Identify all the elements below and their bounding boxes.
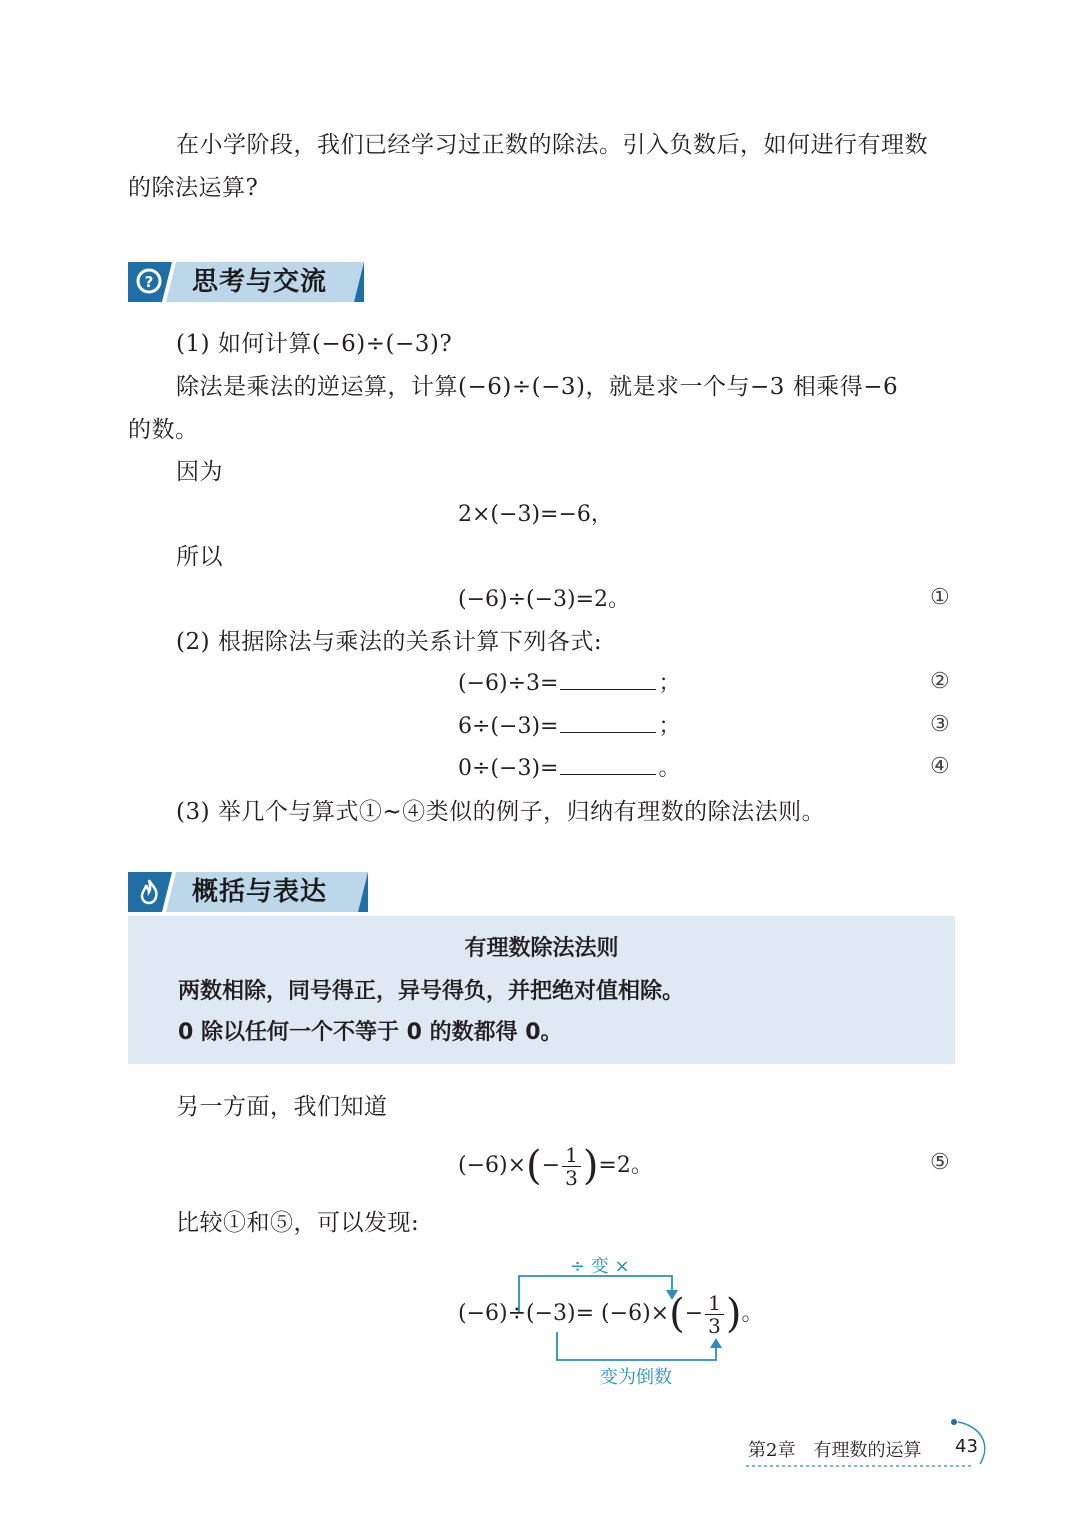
fraction-numerator: 1 [705, 1292, 724, 1315]
other-hand-text: 另一方面，我们知道 [176, 1094, 388, 1120]
close-paren: ) [582, 1143, 599, 1189]
answer-blank-4[interactable] [560, 754, 656, 775]
question-2: (2) 根据除法与乘法的关系计算下列各式: [176, 629, 603, 655]
conversion-sign: − [684, 1301, 704, 1326]
intro-line-1: 在小学阶段，我们已经学习过正数的除法。引入负数后，如何进行有理数 [176, 132, 928, 158]
rule-box [128, 916, 955, 1064]
explain-line-2: 的数。 [128, 417, 199, 443]
fraction-one-third [705, 1292, 724, 1337]
fraction-denominator: 3 [708, 1313, 721, 1338]
page-number: 43 [955, 1436, 978, 1457]
section-title-summary: 概括与表达 [192, 877, 328, 907]
answer-blank-3[interactable] [560, 712, 656, 733]
intro-line-2: 的除法运算? [128, 175, 259, 201]
footer-chapter: 第2章 有理数的运算 [748, 1440, 922, 1461]
compare-text: 比较①和⑤，可以发现: [176, 1210, 420, 1236]
divide-to-multiply-label: ÷ 变 × [570, 1256, 630, 1277]
section-title-think: 思考与交流 [192, 267, 328, 297]
close-paren: ) [725, 1291, 742, 1337]
reciprocal-label: 变为倒数 [600, 1367, 672, 1388]
rule-line-1: 两数相除，同号得正，异号得负，并把绝对值相除。 [178, 979, 685, 1004]
so-label: 所以 [176, 544, 223, 570]
equation-1: (−6)÷(−3)=2。 [458, 587, 631, 612]
equation-2-end: ； [658, 671, 681, 696]
equation-3-end: ； [658, 714, 681, 739]
conversion-equation [458, 1284, 764, 1344]
equation-4: 0÷(−3)= [458, 756, 559, 781]
rule-line-2: 0 除以任何一个不等于 0 的数都得 0。 [178, 1020, 563, 1045]
equation-2-number: ② [930, 669, 950, 694]
equation-2-row [458, 669, 680, 699]
equation-because: 2×(−3)=−6， [458, 502, 613, 527]
equation-5-right: =2。 [598, 1153, 653, 1178]
open-paren: ( [526, 1143, 542, 1189]
section-banner-think [128, 262, 368, 302]
equation-3-row [458, 712, 680, 742]
section-banner-summary [128, 872, 372, 912]
equation-4-number: ④ [930, 754, 950, 779]
svg-text:?: ? [144, 273, 154, 291]
question-3: (3) 举几个与算式①~④类似的例子，归纳有理数的除法法则。 [176, 799, 826, 825]
fraction-one-third [562, 1144, 581, 1189]
because-label: 因为 [176, 459, 223, 485]
fraction-numerator: 1 [562, 1144, 581, 1167]
conversion-left: (−6)÷(−3)= (−6)× [458, 1301, 670, 1326]
rule-title: 有理数除法法则 [464, 936, 619, 961]
explain-line-1: 除法是乘法的逆运算，计算(−6)÷(−3)，就是求一个与−3 相乘得−6 [176, 374, 899, 400]
open-paren: ( [669, 1291, 685, 1337]
equation-3: 6÷(−3)= [458, 714, 559, 739]
flame-icon [134, 876, 164, 906]
equation-5-sign: − [541, 1153, 561, 1178]
equation-3-number: ③ [930, 712, 950, 737]
equation-2: (−6)÷3= [458, 671, 559, 696]
conversion-end: 。 [741, 1301, 764, 1326]
answer-blank-2[interactable] [560, 669, 656, 690]
equation-1-number: ① [930, 585, 950, 610]
equation-4-end: 。 [658, 756, 681, 781]
fraction-denominator: 3 [565, 1165, 578, 1190]
question-1: (1) 如何计算(−6)÷(−3)? [176, 331, 453, 357]
equation-4-row [458, 754, 680, 784]
equation-5 [458, 1136, 653, 1196]
footer-decoration [740, 1414, 995, 1474]
equation-5-number: ⑤ [930, 1150, 950, 1175]
equation-5-left: (−6)× [458, 1153, 527, 1178]
question-bubble-icon [134, 266, 164, 296]
